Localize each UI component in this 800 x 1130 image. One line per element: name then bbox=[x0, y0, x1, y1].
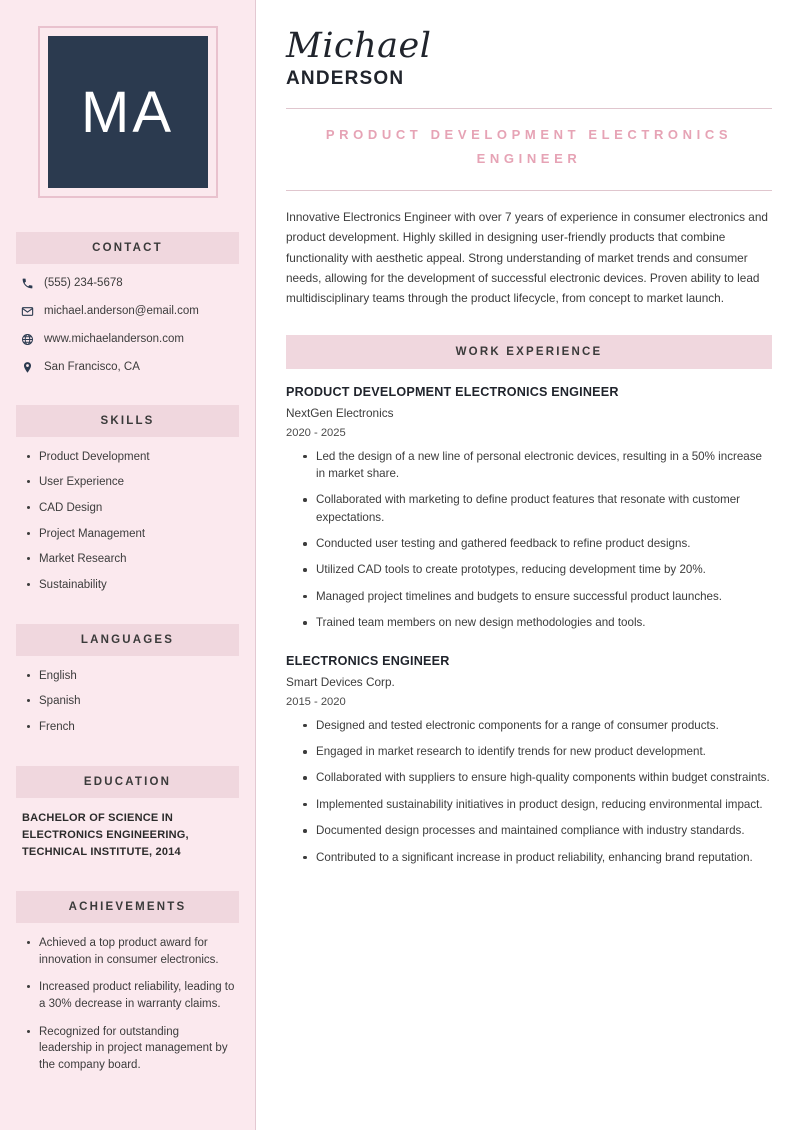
experience-dates: 2015 - 2020 bbox=[286, 695, 346, 708]
profile-summary: Innovative Electronics Engineer with over 7 years of experience in consumer electronics and product development. Highly skilled in designing user-friendly products that combine functionality with aesthetic appeal. Strong understanding of market trends and consumer needs, allowing for the development of successful electronic devices. Proven ability to lead multidisciplinary teams through the product lifecycle, from concept to market launch. bbox=[286, 210, 768, 306]
envelope-icon bbox=[20, 304, 34, 318]
contact-email-text: michael.anderson@email.com bbox=[44, 304, 199, 317]
last-name: ANDERSON bbox=[286, 67, 405, 89]
list-item: CAD Design bbox=[26, 500, 235, 517]
education-heading: EDUCATION bbox=[16, 766, 239, 798]
languages-list bbox=[16, 668, 239, 736]
list-item: User Experience bbox=[26, 474, 235, 491]
list-item: Documented design processes and maintained compliance with industry standards. bbox=[302, 822, 772, 839]
list-item: Sustainability bbox=[26, 577, 235, 594]
contact-email bbox=[20, 304, 239, 319]
experience-item bbox=[286, 385, 772, 632]
list-item: Increased product reliability, leading to a 30% decrease in warranty claims. bbox=[26, 979, 235, 1012]
list-item: Product Development bbox=[26, 449, 235, 466]
achievements-list bbox=[16, 935, 239, 1074]
list-item: Led the design of a new line of personal electronic devices, resulting in a 50% increase in market share. bbox=[302, 448, 772, 483]
first-name: Michael bbox=[286, 26, 432, 66]
contact-location-text: San Francisco, CA bbox=[44, 360, 140, 373]
list-item: Implemented sustainability initiatives in product design, reducing environmental impact. bbox=[302, 796, 772, 813]
experience-company: Smart Devices Corp. bbox=[286, 674, 395, 689]
list-item: Trained team members on new design methodologies and tools. bbox=[302, 614, 772, 631]
contact-website-text: www.michaelanderson.com bbox=[44, 332, 184, 345]
headline: PRODUCT DEVELOPMENT ELECTRONICS ENGINEER bbox=[325, 126, 733, 167]
experience-dates: 2020 - 2025 bbox=[286, 426, 346, 439]
list-item: French bbox=[26, 719, 235, 736]
contact-phone-text: (555) 234-5678 bbox=[44, 277, 123, 289]
skills-list bbox=[16, 449, 239, 594]
list-item: Utilized CAD tools to create prototypes, reducing development time by 20%. bbox=[302, 561, 772, 578]
list-item: Contributed to a significant increase in product reliability, enhancing brand reputation. bbox=[302, 849, 772, 866]
list-item: Spanish bbox=[26, 693, 235, 710]
monogram-frame bbox=[38, 26, 218, 198]
list-item: Conducted user testing and gathered feedback to refine product designs. bbox=[302, 535, 772, 552]
list-item: Designed and tested electronic components for a range of consumer products. bbox=[302, 717, 772, 734]
sidebar bbox=[0, 0, 256, 1130]
monogram-box bbox=[48, 36, 208, 188]
skills-heading: SKILLS bbox=[16, 405, 239, 437]
education-entry: BACHELOR OF SCIENCE IN ELECTRONICS ENGINEERING, TECHNICAL INSTITUTE, 2014 bbox=[22, 811, 189, 858]
experience-role: ELECTRONICS ENGINEER bbox=[286, 653, 450, 668]
list-item: Collaborated with marketing to define product features that resonate with customer expectations. bbox=[302, 491, 772, 526]
phone-icon bbox=[20, 276, 34, 290]
languages-heading: LANGUAGES bbox=[16, 624, 239, 656]
achievements-heading: ACHIEVEMENTS bbox=[16, 891, 239, 923]
monogram-initials: MA bbox=[81, 79, 174, 145]
list-item: Achieved a top product award for innovation in consumer electronics. bbox=[26, 935, 235, 968]
globe-icon bbox=[20, 332, 34, 346]
list-item: Managed project timelines and budgets to ensure successful product launches. bbox=[302, 588, 772, 605]
experience-company: NextGen Electronics bbox=[286, 405, 394, 420]
contact-list bbox=[16, 276, 239, 375]
location-pin-icon bbox=[20, 360, 34, 374]
divider-top bbox=[286, 108, 772, 109]
experience-bullets bbox=[286, 448, 772, 632]
work-experience-heading: WORK EXPERIENCE bbox=[286, 335, 772, 369]
experience-role: PRODUCT DEVELOPMENT ELECTRONICS ENGINEER bbox=[286, 384, 619, 399]
list-item: Engaged in market research to identify trends for new product development. bbox=[302, 743, 772, 760]
main-content bbox=[256, 0, 800, 1130]
contact-website bbox=[20, 332, 239, 347]
experience-bullets bbox=[286, 717, 772, 866]
experience-item bbox=[286, 654, 772, 866]
list-item: Project Management bbox=[26, 526, 235, 543]
list-item: English bbox=[26, 668, 235, 685]
list-item: Market Research bbox=[26, 551, 235, 568]
contact-heading: CONTACT bbox=[16, 232, 239, 264]
contact-location bbox=[20, 360, 239, 375]
list-item: Recognized for outstanding leadership in project management by the company board. bbox=[26, 1024, 235, 1074]
list-item: Collaborated with suppliers to ensure high-quality components within budget constraints. bbox=[302, 769, 772, 786]
contact-phone bbox=[20, 276, 239, 291]
divider-bottom bbox=[286, 190, 772, 191]
